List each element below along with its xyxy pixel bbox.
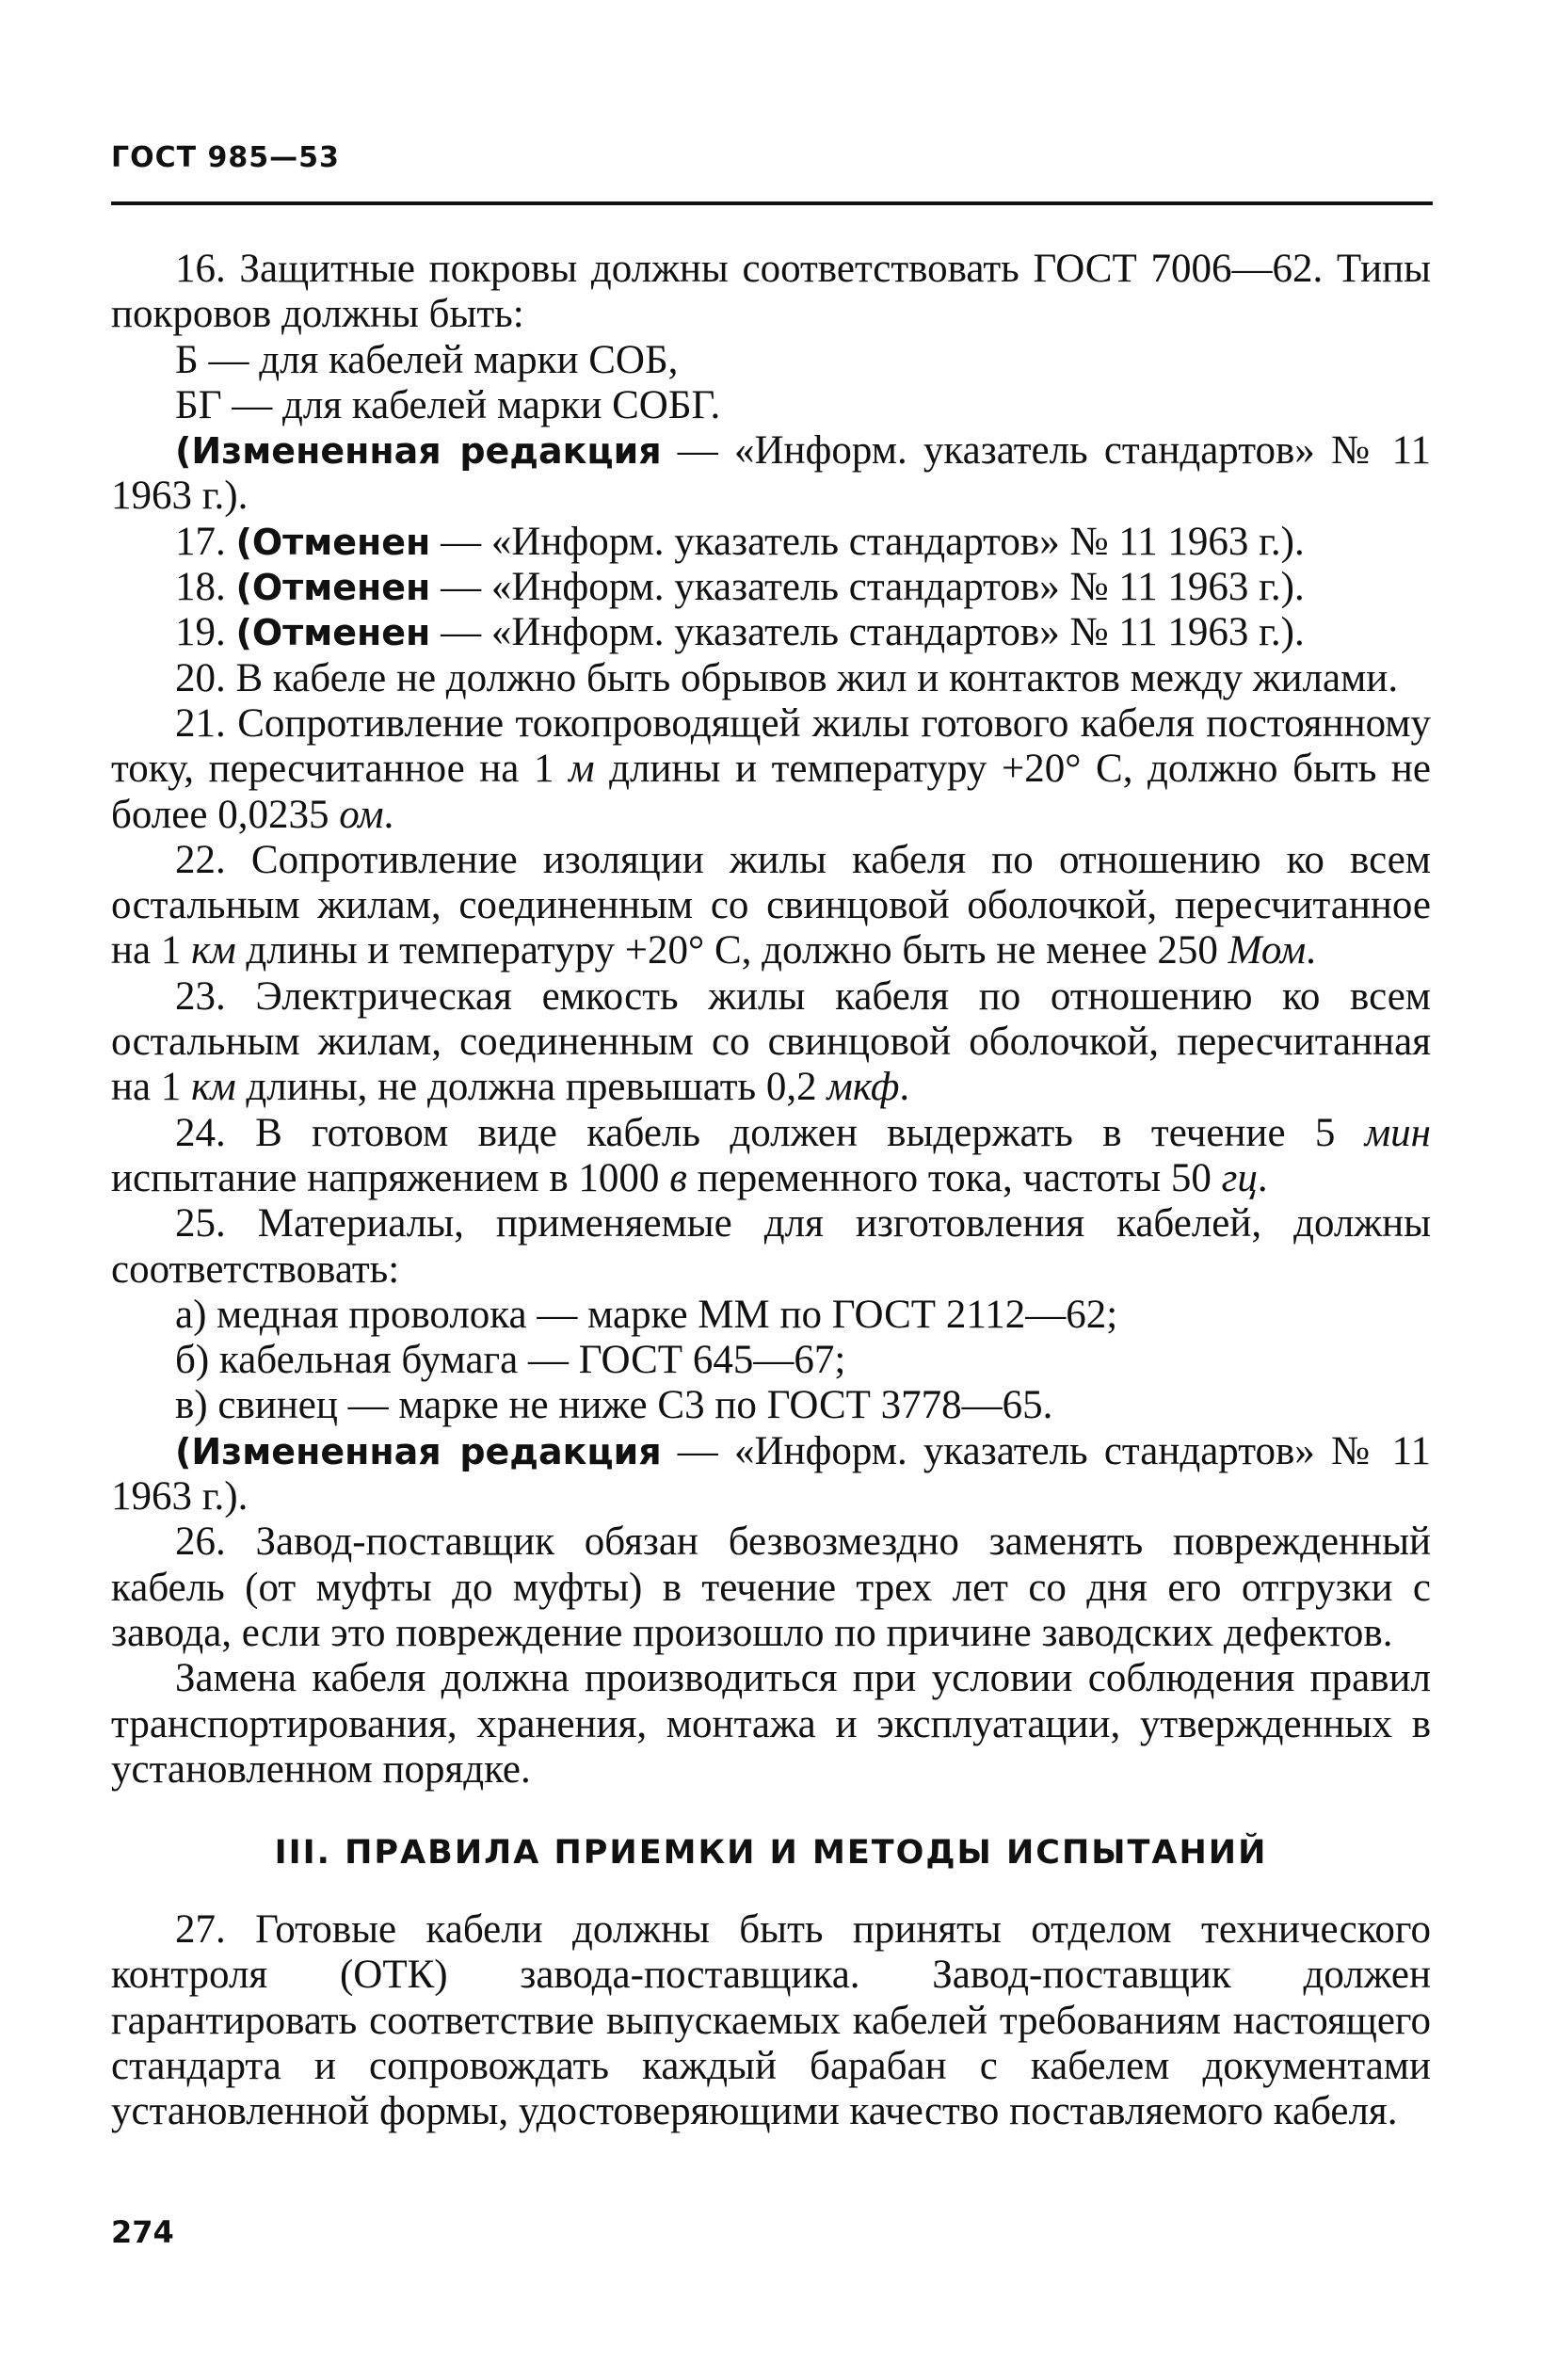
amendment-text: — «Информ. указатель стандартов» № 11 1963 г.). [111,428,1431,519]
clause-text: . [1257,1155,1268,1200]
clause-number: 19. [175,610,236,655]
clause-text: . [383,792,394,837]
clause-18 [111,565,1431,610]
repealed-label: (Отменен [235,612,431,654]
unit: гц [1221,1155,1258,1200]
clause-number: 17. [175,519,236,564]
amendment-label: (Измененная редакция [175,1430,662,1472]
clause-text: длины, не должна превышать 0,2 [235,1065,827,1110]
clause-text: испытание напряжением в 1000 [111,1155,670,1200]
unit: Мом [1228,928,1307,973]
clause-text: . [899,1065,910,1110]
clause-text: длины и температуру +20° С, должно быть не менее 250 [235,928,1228,973]
clause-25-amendment [111,1429,1431,1520]
clause-text: переменного тока, частоты 50 [686,1155,1222,1200]
clause-text: . [1306,928,1316,973]
amendment-label: (Измененная редакция [175,430,662,473]
repealed-text: — «Информ. указатель стандартов» № 11 1963 г.). [430,610,1305,655]
clause-text: 23. Электрическая емкость жилы кабеля по отношению ко всем остальным жилам, соединенным со свинцовой оболочкой, пересчитанная на 1 [111,973,1431,1110]
document-header: ГОСТ 985—53 [111,141,340,174]
clause-text: 21. Сопротивление токопроводящей жилы готового кабеля постоянному току, пересчитанное на 1 [111,700,1431,792]
clause-23 [111,974,1431,1111]
document-body [111,247,1431,2135]
unit: ом [339,792,384,837]
clause-25-item-c: в) свинец — марке не ниже С3 по ГОСТ 3778—65. [175,1383,1053,1428]
clause-text: 22. Сопротивление изоляции жилы кабеля по отношению ко всем остальным жилам, соединенным со свинцовой оболочкой, пересчитанное на 1 [111,837,1431,973]
clause-number: 18. [175,565,236,610]
repealed-text: — «Информ. указатель стандартов» № 11 1963 г.). [430,519,1305,564]
header-rule [111,201,1433,205]
clause-17 [111,520,1431,565]
repealed-label: (Отменен [235,521,431,563]
repealed-label: (Отменен [235,567,431,609]
clause-24 [111,1111,1431,1202]
page-number: 274 [111,2214,174,2250]
clause-25-item-a: а) медная проволока — марке ММ по ГОСТ 2112—62; [175,1292,1118,1337]
clause-27: 27. Готовые кабели должны быть приняты отделом технического контроля (ОТК) завода-поставщика. Завод-поставщик должен гарантировать соответствие выпускаемых кабелей требованиям настоящего стандарта и сопровождать каждый барабан с кабелем документами установленной формы, удостоверяющими качество поставляемого кабеля. [111,1907,1431,2134]
unit: мин [1364,1110,1431,1155]
clause-26: 26. Завод-поставщик обязан безвозмездно заменять поврежденный кабель (от муфты до муфты) в течение трех лет со дня его отгрузки с завода, если это повреждение произошло по причине заводских дефектов. [111,1520,1431,1655]
unit: в [669,1155,687,1200]
clause-text: 24. В готовом виде кабель должен выдержать в течение 5 [175,1110,1365,1155]
clause-16: 16. Защитные покровы должны соответствовать ГОСТ 7006—62. Типы покровов должны быть: [111,247,1431,337]
clause-16-item-bg: БГ — для кабелей марки СОБГ. [175,382,721,427]
unit: км [191,1065,236,1110]
clause-16-amendment [111,428,1431,520]
clause-text: длины и температуру +20° С, должно быть не более 0,0235 [111,747,1431,837]
clause-20: 20. В кабеле не должно быть обрывов жил и контактов между жилами. [175,655,1399,700]
clause-25-item-b: б) кабельная бумага — ГОСТ 645—67; [175,1338,846,1383]
unit: мкф [827,1065,900,1110]
section-heading: III. ПРАВИЛА ПРИЕМКИ И МЕТОДЫ ИСПЫТАНИЙ [274,1834,1268,1873]
amendment-text: — «Информ. указатель стандартов» № 11 1963 г.). [111,1428,1431,1520]
clause-25: 25. Материалы, применяемые для изготовления кабелей, должны соответствовать: [111,1201,1431,1292]
clause-26-continuation: Замена кабеля должна производиться при условии соблюдения правил транспортирования, хранения, монтажа и эксплуатации, утвержденных в установленном порядке. [111,1656,1431,1792]
clause-21 [111,701,1431,838]
clause-22 [111,838,1431,974]
repealed-text: — «Информ. указатель стандартов» № 11 1963 г.). [430,565,1305,610]
clause-19 [111,610,1431,655]
unit: км [191,928,236,973]
unit: м [569,747,595,792]
clause-16-item-b: Б — для кабелей марки СОБ, [175,337,679,382]
